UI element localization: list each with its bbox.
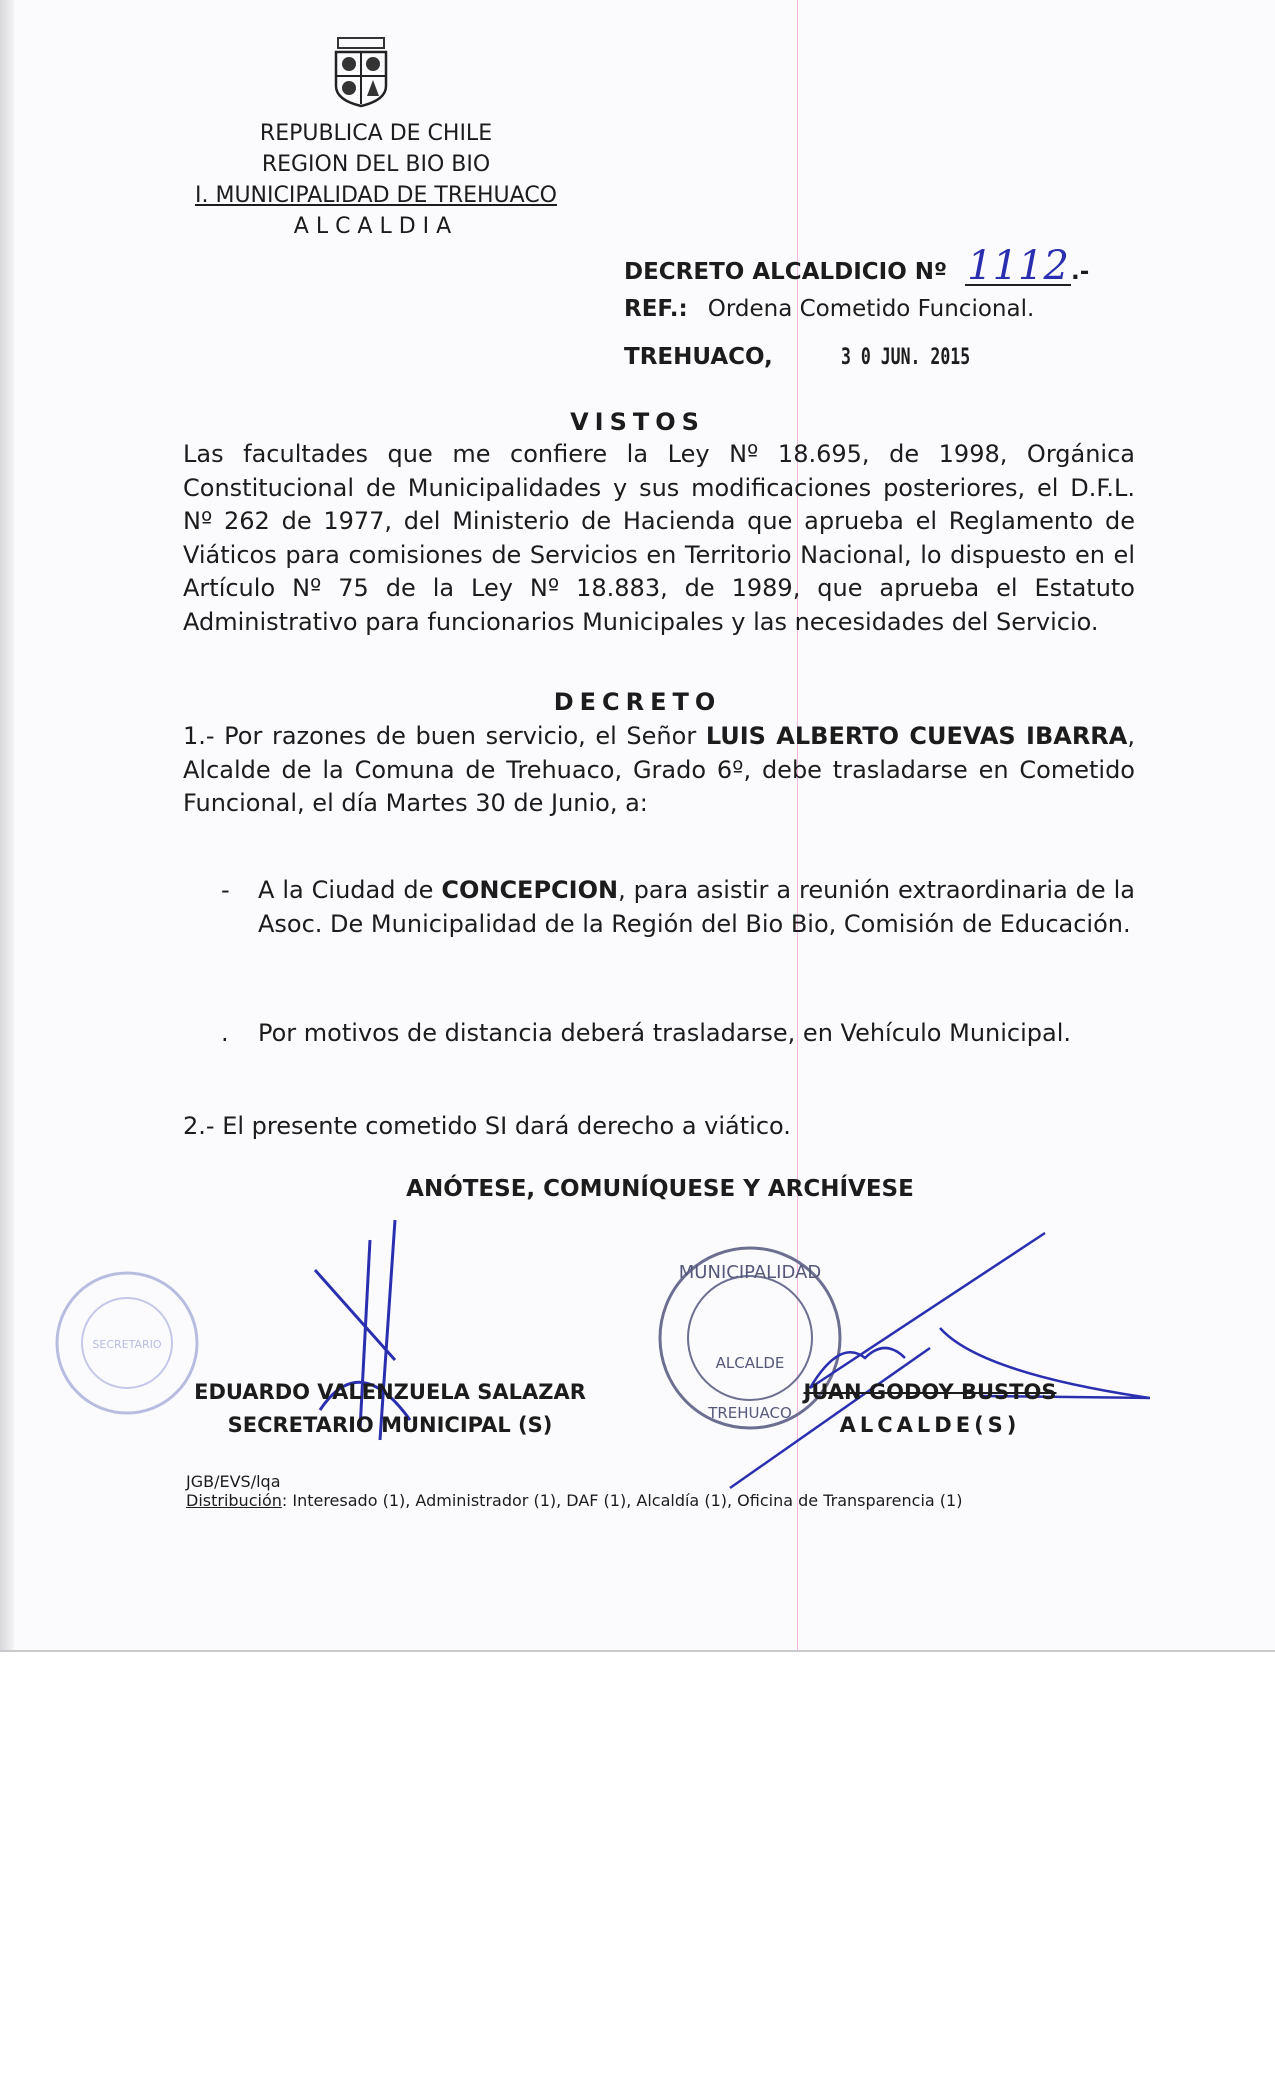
distribution-list: : Interesado (1), Administrador (1), DAF (1), Alcaldía (1), Oficina de Transparencia (1) [281,1491,963,1510]
closing-formula: ANÓTESE, COMUNÍQUESE Y ARCHÍVESE [406,1176,914,1202]
text: A la Ciudad de [258,876,442,904]
decreto-point-1 [183,720,1135,821]
place: TREHUACO, [624,344,773,370]
decree-number-line [624,243,1090,289]
bullet-destination [221,874,1135,941]
ref-value: Ordena Cometido Funcional. [707,296,1035,322]
letterhead-line: ALCALDIA [293,214,459,239]
vistos-text: Las facultades que me confiere la Ley Nº 18.695, de 1998, Orgánica Constitucional de Municipalidades y sus modificaciones posteriores, el D.F.L. Nº 262 de 1977, del Ministerio de Hacienda que aprueba el Reglamento de Viáticos para comisiones de Servicios en Territorio Nacional, lo dispuesto en el Artículo Nº 75 de la Ley Nº 18.883, de 1989, que aprueba el Estatuto Administrativo para funcionarios Municipales y las necesidades del Servicio. [183,440,1135,636]
decree-number: 1112 [965,248,1071,286]
svg-text:ALCALDE: ALCALDE [715,1354,785,1372]
letterhead-line: REPUBLICA DE CHILE [259,121,493,146]
text: , Alcalde de la Comuna de Trehuaco, Grado 6º, debe trasladarse en Cometido Funcional, el día Martes 30 de Junio, a: [183,722,1135,817]
decreto-point-2: 2.- El presente cometido SI dará derecho a viático. [183,1112,791,1140]
scan-edge [0,0,14,1650]
place-date-line [624,344,1013,370]
text: , para asistir a reunión extraordinaria de la Asoc. De Municipalidad de la Región del Bio Bio, Comisión de Educación. [258,876,1135,938]
distribution-label: Distribución [186,1491,282,1510]
bullet-transport [221,1017,1135,1051]
svg-text:TREHUACO: TREHUACO [708,1404,792,1422]
ref-label: REF.: [624,296,688,322]
decree-suffix: .- [1071,259,1090,285]
ref-line [624,296,1034,322]
text: 1.- Por razones de buen servicio, el Señor [183,722,706,750]
bullet-dash: - [221,876,230,904]
secretary-stamp [52,1268,202,1418]
date-stamp: 3 0 JUN. 2015 [840,345,970,370]
distribution-line [186,1491,962,1510]
mayor-signature [680,1228,1150,1498]
vistos-heading: VISTOS [570,408,705,436]
city: CONCEPCION [441,876,619,904]
secretary-role: SECRETARIO MUNICIPAL (S) [227,1413,553,1437]
mayor-name: JUAN GODOY BUSTOS [803,1380,1057,1404]
initials: JGB/EVS/lqa [186,1472,281,1491]
coat-of-arms-icon [330,36,392,108]
official-name: LUIS ALBERTO CUEVAS IBARRA [705,722,1128,750]
decree-label: DECRETO ALCALDICIO Nº [624,259,948,285]
mayor-signature-block [800,1376,1060,1442]
letterhead [176,118,576,242]
svg-text:MUNICIPALIDAD: MUNICIPALIDAD [678,1262,822,1283]
bullet-dash: . [221,1019,229,1047]
mayor-role: ALCALDE(S) [839,1413,1021,1437]
decreto-heading: DECRETO [553,688,722,716]
letterhead-line: I. MUNICIPALIDAD DE TREHUACO [195,183,557,208]
svg-text:SECRETARIO: SECRETARIO [92,1338,162,1351]
secretary-signature-block [190,1376,590,1442]
text: Por motivos de distancia deberá trasladarse, en Vehículo Municipal. [258,1019,1072,1047]
secretary-name: EDUARDO VALENZUELA SALAZAR [194,1380,586,1404]
letterhead-line: REGION DEL BIO BIO [261,152,491,177]
